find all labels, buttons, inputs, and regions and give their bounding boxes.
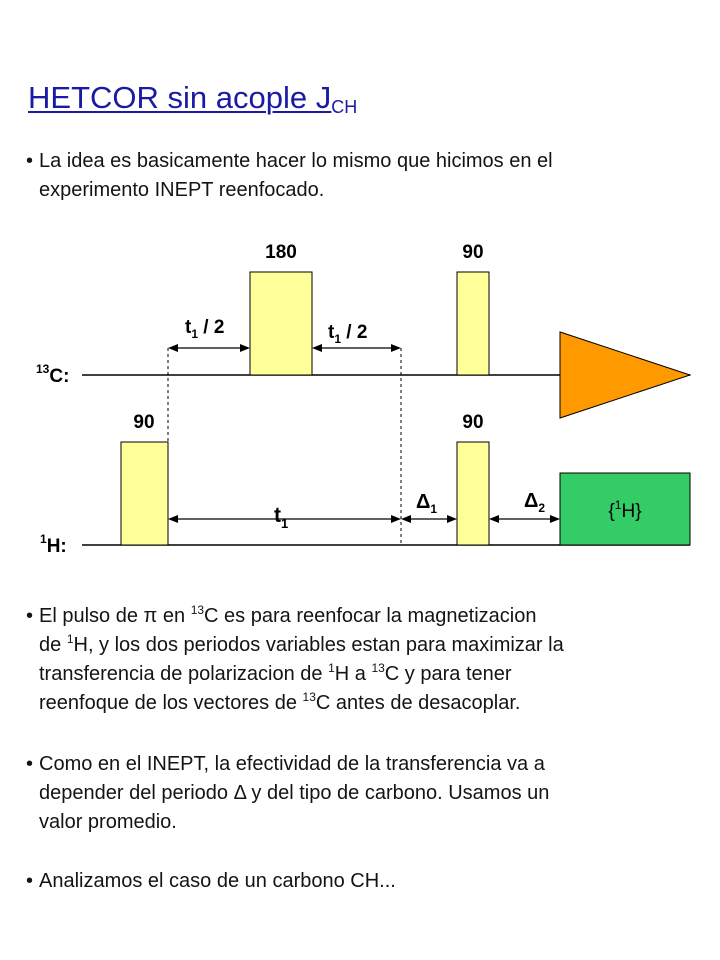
bullet-icon: • bbox=[26, 870, 34, 892]
p2-line-3: transferencia de polarizacion de $^1$H a $^{13}$C y para tener bbox=[39, 661, 512, 685]
c13-180-pulse-label: 180 bbox=[265, 242, 297, 263]
arrowhead-icon bbox=[391, 344, 401, 352]
p3-line-1: • Como en el INEPT, la efectividad de la transferencia va a bbox=[26, 750, 549, 779]
h1-90-pulse-label-second: 90 bbox=[462, 412, 484, 433]
decoupling-label: {$^1$H} bbox=[608, 498, 642, 522]
p3-line-3: valor promedio. bbox=[39, 811, 177, 833]
h1-channel-label: $^1$H: bbox=[40, 532, 67, 557]
intro-paragraph bbox=[26, 147, 553, 205]
t1-label: $t_1$ bbox=[274, 504, 289, 531]
title-subscript: CH bbox=[331, 97, 358, 117]
intro-line-2: experimento INEPT reenfocado. bbox=[39, 179, 325, 201]
inept-paragraph bbox=[26, 750, 549, 837]
bullet-icon: • bbox=[26, 605, 34, 627]
p2-line-1: • El pulso de π en $^{13}$C es para reenfocar la magnetizacion bbox=[26, 602, 564, 631]
ch-case-paragraph bbox=[26, 867, 396, 896]
arrowhead-icon bbox=[550, 515, 560, 523]
c13-180-pulse bbox=[250, 272, 312, 375]
p2-line-4: reenfoque de los vectores de $^{13}$C antes de desacoplar. bbox=[39, 690, 521, 714]
slide-title bbox=[28, 78, 357, 127]
p2-line-2: de $^1$H, y los dos periodos variables estan para maximizar la bbox=[39, 632, 564, 656]
bullet-icon: • bbox=[26, 753, 34, 775]
arrowhead-icon bbox=[391, 515, 401, 523]
arrowhead-icon bbox=[447, 515, 457, 523]
title-text: HETCOR sin acople J bbox=[28, 80, 332, 115]
arrowhead-icon bbox=[489, 515, 499, 523]
pi-pulse-paragraph bbox=[26, 602, 564, 718]
intro-line-1: • La idea es basicamente hacer lo mismo que hicimos en el bbox=[26, 147, 553, 176]
t1-half-label-right: $t_1 / 2$ bbox=[328, 322, 368, 346]
h1-90-pulse-first bbox=[121, 442, 168, 545]
c13-90-pulse bbox=[457, 272, 489, 375]
arrowhead-icon bbox=[312, 344, 322, 352]
h1-90-pulse-label-first: 90 bbox=[133, 412, 155, 433]
c13-90-pulse-label: 90 bbox=[462, 242, 484, 263]
fid-acquisition-icon bbox=[560, 332, 690, 418]
bullet-icon: • bbox=[26, 150, 34, 172]
c13-channel-label: $^{13}$C: bbox=[36, 362, 70, 387]
arrowhead-icon bbox=[168, 515, 178, 523]
p3-line-2: depender del periodo Δ y del tipo de carbono. Usamos un bbox=[39, 782, 550, 804]
h1-90-pulse-second bbox=[457, 442, 489, 545]
arrowhead-icon bbox=[240, 344, 250, 352]
pulse-sequence-diagram bbox=[0, 230, 720, 570]
delta2-label: $\Delta_2$ bbox=[524, 490, 546, 515]
delta1-label: $\Delta_1$ bbox=[416, 491, 438, 516]
arrowhead-icon bbox=[168, 344, 178, 352]
t1-half-label-left: $t_1 / 2$ bbox=[185, 317, 225, 341]
p4-line-1: • Analizamos el caso de un carbono CH... bbox=[26, 867, 396, 896]
arrowhead-icon bbox=[401, 515, 411, 523]
